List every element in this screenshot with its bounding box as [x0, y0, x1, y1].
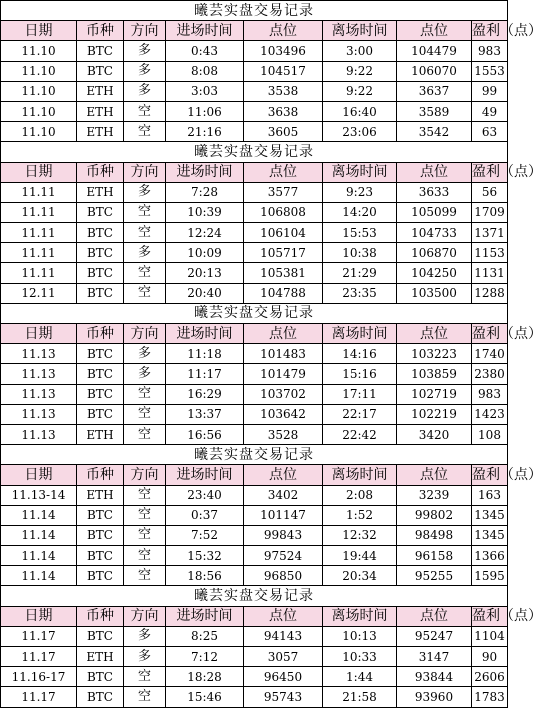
cell-date: 11.11	[1, 243, 77, 263]
cell-direction: 空	[124, 667, 166, 687]
table-row	[1, 687, 508, 707]
cell-profit: 1423	[472, 404, 508, 424]
cell-direction: 空	[124, 424, 166, 444]
cell-coin: BTC	[77, 566, 124, 586]
cell-profit: 1104	[472, 626, 508, 646]
table-row	[1, 626, 508, 646]
cell-entry-price: 3638	[244, 101, 323, 121]
header-row	[1, 606, 508, 626]
cell-exit-time: 15:16	[323, 364, 397, 384]
cell-entry-time: 18:56	[166, 566, 244, 586]
header-row	[1, 21, 508, 41]
table-row	[1, 667, 508, 687]
table-row	[1, 525, 508, 545]
column-header-exit-time: 离场时间	[323, 324, 397, 344]
cell-entry-time: 8:25	[166, 626, 244, 646]
cell-date: 11.10	[1, 122, 77, 142]
cell-exit-price: 3147	[397, 647, 472, 667]
cell-profit: 1371	[472, 223, 508, 243]
column-header-exit-time: 离场时间	[323, 465, 397, 485]
cell-exit-time: 10:33	[323, 647, 397, 667]
column-header-entry-price: 点位	[244, 21, 323, 41]
cell-profit: 63	[472, 122, 508, 142]
cell-exit-price: 104733	[397, 223, 472, 243]
section-title: 曦芸实盘交易记录	[1, 1, 508, 21]
column-header-direction: 方向	[124, 21, 166, 41]
cell-direction: 空	[124, 546, 166, 566]
column-header-exit-price: 点位	[397, 606, 472, 626]
cell-entry-price: 105717	[244, 243, 323, 263]
cell-profit: 108	[472, 424, 508, 444]
cell-exit-time: 14:20	[323, 202, 397, 222]
cell-entry-time: 11:18	[166, 344, 244, 364]
cell-coin: ETH	[77, 485, 124, 505]
cell-date: 11.11	[1, 223, 77, 243]
cell-date: 11.10	[1, 81, 77, 101]
cell-entry-price: 95743	[244, 687, 323, 707]
cell-coin: ETH	[77, 424, 124, 444]
cell-exit-time: 12:32	[323, 525, 397, 545]
cell-coin: BTC	[77, 41, 124, 61]
column-header-entry-time: 进场时间	[166, 465, 244, 485]
table-row	[1, 546, 508, 566]
section-title-row	[1, 586, 508, 606]
cell-exit-price: 106870	[397, 243, 472, 263]
table-row	[1, 485, 508, 505]
cell-entry-price: 103642	[244, 404, 323, 424]
column-header-entry-time: 进场时间	[166, 21, 244, 41]
section-title-row	[1, 445, 508, 465]
column-header-direction: 方向	[124, 162, 166, 182]
cell-direction: 空	[124, 485, 166, 505]
cell-entry-time: 10:09	[166, 243, 244, 263]
cell-entry-price: 103496	[244, 41, 323, 61]
cell-coin: BTC	[77, 364, 124, 384]
cell-date: 11.10	[1, 61, 77, 81]
cell-coin: BTC	[77, 202, 124, 222]
header-row	[1, 162, 508, 182]
cell-date: 11.17	[1, 647, 77, 667]
cell-exit-time: 3:00	[323, 41, 397, 61]
cell-exit-price: 3420	[397, 424, 472, 444]
cell-direction: 多	[124, 364, 166, 384]
section-title: 曦芸实盘交易记录	[1, 142, 508, 162]
cell-entry-price: 94143	[244, 626, 323, 646]
cell-exit-price: 3637	[397, 81, 472, 101]
cell-profit: 2606	[472, 667, 508, 687]
cell-profit: 983	[472, 41, 508, 61]
cell-exit-price: 95255	[397, 566, 472, 586]
column-header-entry-price: 点位	[244, 324, 323, 344]
cell-coin: BTC	[77, 223, 124, 243]
cell-entry-time: 16:29	[166, 384, 244, 404]
cell-entry-time: 15:46	[166, 687, 244, 707]
cell-entry-price: 104517	[244, 61, 323, 81]
column-header-coin: 币种	[77, 606, 124, 626]
cell-exit-price: 103859	[397, 364, 472, 384]
cell-direction: 多	[124, 243, 166, 263]
table-row	[1, 505, 508, 525]
column-header-coin: 币种	[77, 324, 124, 344]
cell-direction: 空	[124, 566, 166, 586]
cell-exit-price: 104479	[397, 41, 472, 61]
table-row	[1, 81, 508, 101]
cell-exit-time: 20:34	[323, 566, 397, 586]
cell-exit-price: 95247	[397, 626, 472, 646]
cell-coin: BTC	[77, 344, 124, 364]
cell-exit-price: 102719	[397, 384, 472, 404]
table-row	[1, 384, 508, 404]
table-row	[1, 202, 508, 222]
cell-date: 11.13	[1, 364, 77, 384]
cell-exit-price: 3633	[397, 182, 472, 202]
cell-entry-time: 0:43	[166, 41, 244, 61]
cell-entry-price: 106104	[244, 223, 323, 243]
column-header-profit: 盈利（点）	[472, 162, 508, 182]
column-header-entry-price: 点位	[244, 606, 323, 626]
cell-profit: 1553	[472, 61, 508, 81]
cell-direction: 多	[124, 626, 166, 646]
cell-direction: 空	[124, 505, 166, 525]
cell-entry-time: 11:06	[166, 101, 244, 121]
column-header-profit: 盈利（点）	[472, 21, 508, 41]
cell-entry-time: 13:37	[166, 404, 244, 424]
cell-exit-price: 93844	[397, 667, 472, 687]
column-header-profit: 盈利（点）	[472, 324, 508, 344]
cell-exit-time: 2:08	[323, 485, 397, 505]
cell-entry-time: 7:28	[166, 182, 244, 202]
column-header-entry-price: 点位	[244, 162, 323, 182]
cell-exit-time: 9:23	[323, 182, 397, 202]
table-row	[1, 41, 508, 61]
cell-coin: BTC	[77, 283, 124, 303]
cell-entry-price: 96850	[244, 566, 323, 586]
cell-profit: 1740	[472, 344, 508, 364]
table-row	[1, 364, 508, 384]
column-header-exit-price: 点位	[397, 465, 472, 485]
cell-exit-time: 22:42	[323, 424, 397, 444]
cell-exit-time: 16:40	[323, 101, 397, 121]
table-row	[1, 122, 508, 142]
cell-exit-time: 19:44	[323, 546, 397, 566]
cell-direction: 多	[124, 647, 166, 667]
cell-date: 11.14	[1, 546, 77, 566]
cell-entry-price: 101479	[244, 364, 323, 384]
column-header-exit-price: 点位	[397, 162, 472, 182]
cell-coin: BTC	[77, 505, 124, 525]
cell-profit: 56	[472, 182, 508, 202]
header-row	[1, 465, 508, 485]
cell-date: 11.11	[1, 263, 77, 283]
section-title: 曦芸实盘交易记录	[1, 586, 508, 606]
section-title-row	[1, 303, 508, 323]
column-header-date: 日期	[1, 465, 77, 485]
cell-exit-time: 21:58	[323, 687, 397, 707]
table-row	[1, 223, 508, 243]
cell-coin: BTC	[77, 687, 124, 707]
column-header-date: 日期	[1, 162, 77, 182]
cell-entry-price: 101483	[244, 344, 323, 364]
cell-exit-price: 98498	[397, 525, 472, 545]
cell-date: 11.13	[1, 424, 77, 444]
cell-direction: 空	[124, 223, 166, 243]
cell-exit-time: 9:22	[323, 81, 397, 101]
cell-date: 11.17	[1, 687, 77, 707]
cell-profit: 1153	[472, 243, 508, 263]
cell-coin: BTC	[77, 61, 124, 81]
cell-exit-time: 10:13	[323, 626, 397, 646]
cell-profit: 1366	[472, 546, 508, 566]
cell-profit: 1709	[472, 202, 508, 222]
cell-date: 11.13	[1, 404, 77, 424]
cell-date: 11.14	[1, 525, 77, 545]
cell-entry-price: 3402	[244, 485, 323, 505]
column-header-entry-time: 进场时间	[166, 324, 244, 344]
cell-entry-time: 23:40	[166, 485, 244, 505]
cell-profit: 1783	[472, 687, 508, 707]
cell-date: 11.10	[1, 101, 77, 121]
cell-date: 11.11	[1, 182, 77, 202]
cell-direction: 空	[124, 202, 166, 222]
cell-date: 11.13	[1, 344, 77, 364]
cell-exit-time: 14:16	[323, 344, 397, 364]
cell-profit: 2380	[472, 364, 508, 384]
cell-exit-time: 17:11	[323, 384, 397, 404]
cell-entry-price: 3605	[244, 122, 323, 142]
cell-entry-price: 96450	[244, 667, 323, 687]
column-header-direction: 方向	[124, 606, 166, 626]
cell-exit-time: 10:38	[323, 243, 397, 263]
cell-profit: 1288	[472, 283, 508, 303]
cell-exit-price: 104250	[397, 263, 472, 283]
cell-exit-time: 1:52	[323, 505, 397, 525]
cell-entry-price: 101147	[244, 505, 323, 525]
cell-exit-price: 105099	[397, 202, 472, 222]
cell-direction: 多	[124, 344, 166, 364]
cell-date: 11.10	[1, 41, 77, 61]
table-row	[1, 61, 508, 81]
cell-direction: 空	[124, 404, 166, 424]
cell-exit-time: 15:53	[323, 223, 397, 243]
cell-coin: BTC	[77, 404, 124, 424]
cell-entry-price: 97524	[244, 546, 323, 566]
cell-profit: 983	[472, 384, 508, 404]
table-row	[1, 243, 508, 263]
cell-coin: BTC	[77, 626, 124, 646]
cell-entry-time: 0:37	[166, 505, 244, 525]
table-row	[1, 424, 508, 444]
column-header-exit-price: 点位	[397, 324, 472, 344]
cell-coin: ETH	[77, 101, 124, 121]
cell-entry-time: 16:56	[166, 424, 244, 444]
cell-entry-price: 106808	[244, 202, 323, 222]
cell-exit-price: 103223	[397, 344, 472, 364]
cell-date: 11.13-14	[1, 485, 77, 505]
cell-entry-price: 3538	[244, 81, 323, 101]
cell-direction: 空	[124, 101, 166, 121]
cell-exit-price: 3589	[397, 101, 472, 121]
cell-profit: 99	[472, 81, 508, 101]
section-title-row	[1, 1, 508, 21]
section-title-row	[1, 142, 508, 162]
cell-entry-time: 21:16	[166, 122, 244, 142]
cell-exit-price: 106070	[397, 61, 472, 81]
column-header-coin: 币种	[77, 21, 124, 41]
cell-direction: 空	[124, 525, 166, 545]
cell-exit-time: 21:29	[323, 263, 397, 283]
column-header-entry-price: 点位	[244, 465, 323, 485]
column-header-date: 日期	[1, 606, 77, 626]
table-row	[1, 283, 508, 303]
column-header-direction: 方向	[124, 324, 166, 344]
cell-direction: 多	[124, 61, 166, 81]
cell-entry-time: 10:39	[166, 202, 244, 222]
cell-date: 11.16-17	[1, 667, 77, 687]
cell-date: 11.11	[1, 202, 77, 222]
cell-profit: 49	[472, 101, 508, 121]
cell-profit: 1345	[472, 525, 508, 545]
cell-coin: ETH	[77, 122, 124, 142]
cell-date: 11.14	[1, 566, 77, 586]
cell-entry-time: 3:03	[166, 81, 244, 101]
cell-direction: 空	[124, 384, 166, 404]
cell-coin: BTC	[77, 667, 124, 687]
cell-exit-time: 9:22	[323, 61, 397, 81]
section-title: 曦芸实盘交易记录	[1, 303, 508, 323]
column-header-exit-price: 点位	[397, 21, 472, 41]
header-row	[1, 324, 508, 344]
table-row	[1, 404, 508, 424]
column-header-exit-time: 离场时间	[323, 162, 397, 182]
cell-entry-time: 8:08	[166, 61, 244, 81]
cell-profit: 163	[472, 485, 508, 505]
cell-date: 11.14	[1, 505, 77, 525]
cell-exit-time: 23:35	[323, 283, 397, 303]
table-row	[1, 344, 508, 364]
cell-profit: 1345	[472, 505, 508, 525]
cell-exit-price: 3239	[397, 485, 472, 505]
cell-profit: 1131	[472, 263, 508, 283]
table-row	[1, 182, 508, 202]
cell-direction: 空	[124, 687, 166, 707]
cell-exit-time: 22:17	[323, 404, 397, 424]
cell-exit-price: 103500	[397, 283, 472, 303]
cell-entry-price: 3528	[244, 424, 323, 444]
cell-exit-time: 1:44	[323, 667, 397, 687]
column-header-exit-time: 离场时间	[323, 606, 397, 626]
cell-entry-price: 103702	[244, 384, 323, 404]
cell-exit-time: 23:06	[323, 122, 397, 142]
table-row	[1, 647, 508, 667]
table-row	[1, 101, 508, 121]
column-header-date: 日期	[1, 324, 77, 344]
cell-entry-price: 99843	[244, 525, 323, 545]
table-row	[1, 263, 508, 283]
cell-entry-time: 7:12	[166, 647, 244, 667]
cell-direction: 多	[124, 182, 166, 202]
column-header-direction: 方向	[124, 465, 166, 485]
cell-entry-time: 15:32	[166, 546, 244, 566]
section-title: 曦芸实盘交易记录	[1, 445, 508, 465]
cell-profit: 1595	[472, 566, 508, 586]
cell-entry-time: 20:13	[166, 263, 244, 283]
cell-coin: BTC	[77, 546, 124, 566]
cell-coin: ETH	[77, 81, 124, 101]
column-header-coin: 币种	[77, 162, 124, 182]
cell-direction: 多	[124, 41, 166, 61]
cell-entry-time: 20:40	[166, 283, 244, 303]
column-header-entry-time: 进场时间	[166, 606, 244, 626]
column-header-coin: 币种	[77, 465, 124, 485]
table-row	[1, 566, 508, 586]
cell-exit-price: 96158	[397, 546, 472, 566]
column-header-entry-time: 进场时间	[166, 162, 244, 182]
cell-exit-price: 93960	[397, 687, 472, 707]
cell-date: 12.11	[1, 283, 77, 303]
cell-entry-time: 12:24	[166, 223, 244, 243]
column-header-date: 日期	[1, 21, 77, 41]
cell-entry-price: 105381	[244, 263, 323, 283]
cell-exit-price: 99802	[397, 505, 472, 525]
cell-date: 11.13	[1, 384, 77, 404]
cell-date: 11.17	[1, 626, 77, 646]
cell-direction: 多	[124, 81, 166, 101]
cell-entry-time: 7:52	[166, 525, 244, 545]
cell-entry-price: 3577	[244, 182, 323, 202]
cell-direction: 空	[124, 263, 166, 283]
cell-direction: 空	[124, 283, 166, 303]
cell-entry-time: 18:28	[166, 667, 244, 687]
cell-exit-price: 3542	[397, 122, 472, 142]
cell-exit-price: 102219	[397, 404, 472, 424]
cell-coin: ETH	[77, 182, 124, 202]
cell-coin: BTC	[77, 243, 124, 263]
cell-entry-price: 3057	[244, 647, 323, 667]
column-header-profit: 盈利（点）	[472, 465, 508, 485]
cell-coin: BTC	[77, 384, 124, 404]
cell-coin: BTC	[77, 263, 124, 283]
cell-profit: 90	[472, 647, 508, 667]
cell-coin: ETH	[77, 647, 124, 667]
column-header-profit: 盈利（点）	[472, 606, 508, 626]
cell-entry-price: 104788	[244, 283, 323, 303]
cell-coin: BTC	[77, 525, 124, 545]
cell-direction: 空	[124, 122, 166, 142]
column-header-exit-time: 离场时间	[323, 21, 397, 41]
cell-entry-time: 11:17	[166, 364, 244, 384]
